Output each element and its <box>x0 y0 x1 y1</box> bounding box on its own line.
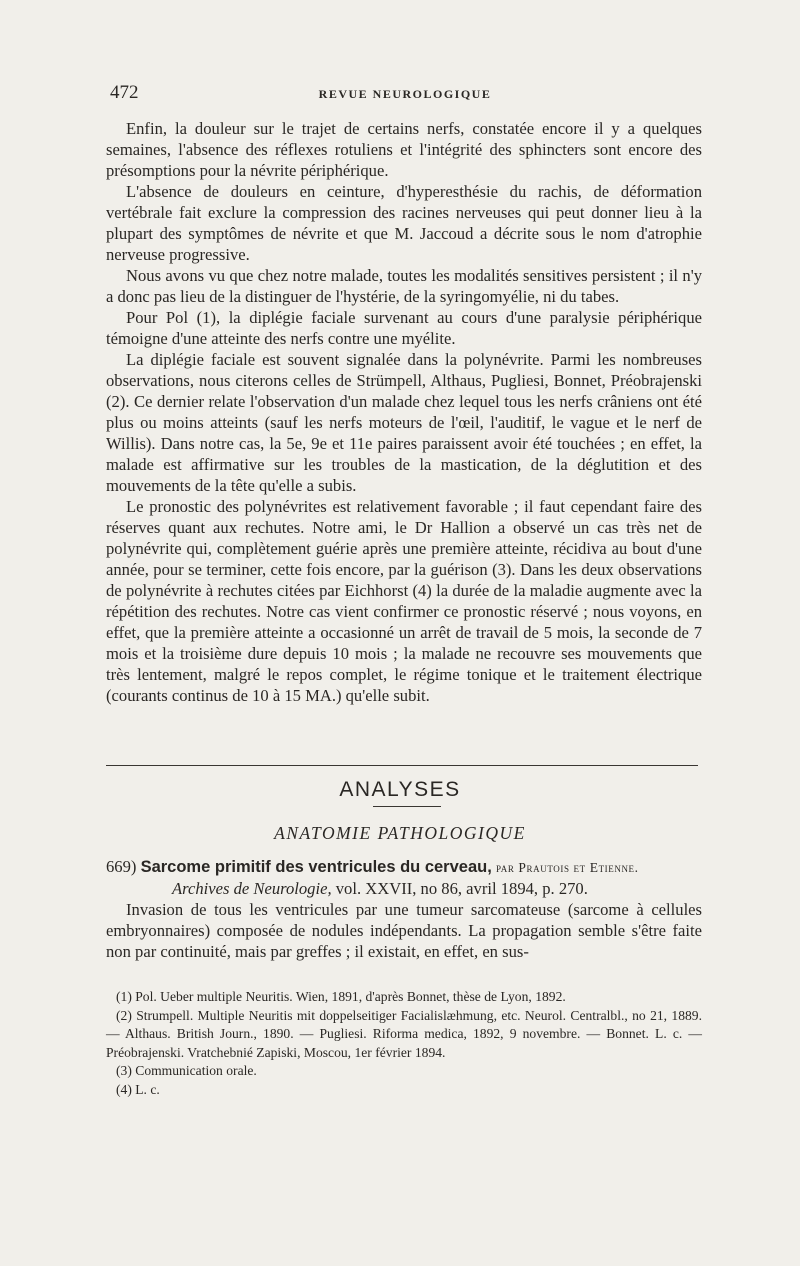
section-divider <box>106 765 698 766</box>
entry-journal: Archives de Neurologie, <box>172 879 332 898</box>
entry-text: Invasion de tous les ventricules par une tumeur sarcomateuse (sarcome à cellules embryonnaires) composée de nodules indépendants. La propagation semble s'être faite non par continuité, mais par greffes ; il existait, en effet, en sus- <box>106 900 702 961</box>
body-paragraph: Pour Pol (1), la diplégie faciale survenant au cours d'une paralysie périphérique témoigne d'une atteinte des nerfs contre une myélite. <box>106 308 702 348</box>
running-header <box>110 82 700 106</box>
body-paragraph: Enfin, la douleur sur le trajet de certains nerfs, constatée encore il y a quelques semaines, l'absence des réflexes rotuliens et l'intégrité des sphincters sont encore des présomptions pour la névrite périphérique. <box>106 119 702 180</box>
body-paragraph: L'absence de douleurs en ceinture, d'hyperesthésie du rachis, de déformation vertébrale fait exclure la compression des racines nerveuses qui peut donner lieu à la plupart des symptômes de névrite et que M. Jaccoud a décrite sous le nom d'atrophie nerveuse progressive. <box>106 182 702 264</box>
analyses-heading: ANALYSES <box>339 778 461 801</box>
body-paragraph: Le pronostic des polynévrites est relativement favorable ; il faut cependant faire des réserves quant aux rechutes. Notre ami, le Dr Hallion a observé un cas très net de polynévrite qui, complètement guérie après une première atteinte, récidiva au bout d'une année, pour se terminer, cette fois encore, par la guérison (3). Dans les deux observations de polynévrite à rechutes citées par Eichhorst (4) la durée de la maladie augmente avec la répétition des rechutes. Notre cas vient confirmer ce pronostic réservé ; nous voyons, en effet, que la première atteinte a occasionné un arrêt de travail de 5 mois, la seconde de 7 mois et la troisième dure depuis 10 mois ; la malade ne recouvre ses mouvements que très lentement, malgré le repos complet, le régime tonique et le traitement électrique (courants continus de 10 à 15 MA.) qu'elle subit. <box>106 497 702 705</box>
footnote: (1) Pol. Ueber multiple Neuritis. Wien, 1891, d'après Bonnet, thèse de Lyon, 1892. <box>116 989 566 1004</box>
entry-number: 669) <box>106 857 137 876</box>
footnote: (2) Strumpell. Multiple Neuritis mit doppelseitiger Facialislæhmung, etc. Neurol. Centralbl., no 21, 1889. — Althaus. British Journ., 1890. — Pugliesi. Riforma medica, 1892, 9 novembre. — Bonnet. L. c. — Préobrajenski. Vratchebnié Zapiski, Moscou, 1er février 1894. <box>106 1007 702 1060</box>
footnotes <box>106 988 702 1099</box>
entry-details: vol. XXVII, no 86, avril 1894, p. 270. <box>335 879 588 898</box>
footnote: (4) L. c. <box>116 1081 160 1097</box>
running-title: REVUE NEUROLOGIQUE <box>318 87 492 101</box>
entry-heading <box>106 856 702 878</box>
heading-underline <box>373 806 441 807</box>
body-paragraph: La diplégie faciale est souvent signalée dans la polynévrite. Parmi les nombreuses observations, nous citerons celles de Strümpell, Althaus, Pugliesi, Bonnet, Préobrajenski (2). Ce dernier relate l'observation d'un malade chez lequel tous les nerfs crâniens ont été plus ou moins atteints (sauf les nerfs moteurs de l'œil, l'auditif, le vague et le nerf de Willis). Dans notre cas, la 5e, 9e et 11e paires paraissent avoir été touchées ; en effet, la malade est affirmative sur les troubles de la mastication, de la déglutition et des mouvements de la tête qu'elle a subis. <box>106 350 702 495</box>
section-heading: ANATOMIE PATHOLOGIQUE <box>274 823 526 843</box>
footnote: (3) Communication orale. <box>116 1063 257 1078</box>
entry-title: Sarcome primitif des ventricules du cerveau, <box>140 858 492 876</box>
entry-source <box>172 878 702 899</box>
page-number: 472 <box>110 82 139 103</box>
body-paragraph: Nous avons vu que chez notre malade, toutes les modalités sensitives persistent ; il n'y a donc pas lieu de la distinguer de l'hystérie, de la syringomyélie, ni du tabes. <box>106 266 702 306</box>
entry-authors: par Prautois et Etienne. <box>495 860 639 875</box>
analysis-entry <box>106 856 702 962</box>
article-body <box>106 118 702 706</box>
